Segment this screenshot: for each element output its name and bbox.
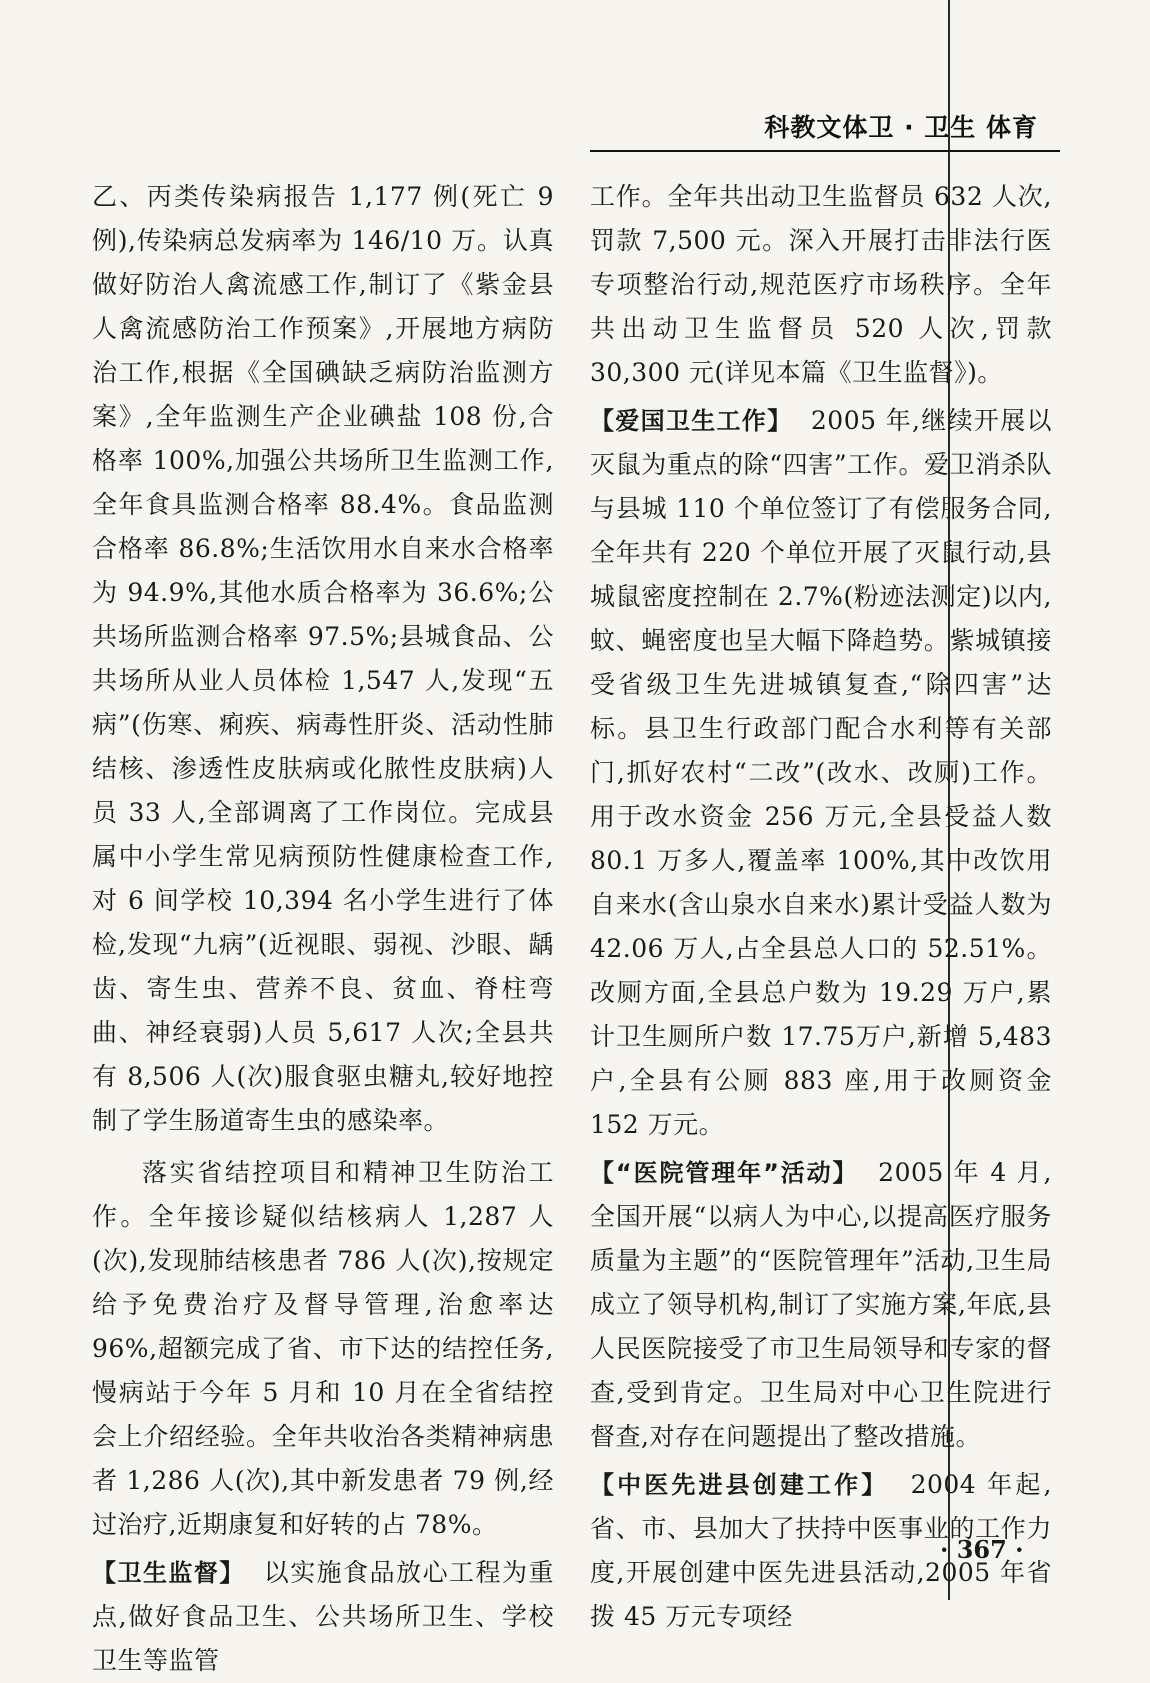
paragraph: 落实省结控项目和精神卫生防治工作。全年接诊疑似结核病人 1,287 人(次),发现肺结核患者 786 人(次),按规定给予免费治疗及督导管理,治愈率达 96%,超额完成了省、市下达的结控任务,慢病站于今年 5 月和 10 月在全省结控会上介绍经验。全年共收治各类精神病患者 1,286 人(次),其中新发患者 79 例,经过治疗,近期康复和好转的占 78%。 [92, 1158, 554, 1539]
section-heading: 【卫生监督】 [92, 1559, 245, 1587]
section-heading: 【“医院管理年”活动】 [590, 1159, 859, 1187]
paragraph: 乙、丙类传染病报告 1,177 例(死亡 9 例),传染病总发病率为 146/10 万。认真做好防治人禽流感工作,制订了《紫金县人禽流感防治工作预案》,开展地方病防治工作,根据《全国碘缺乏病防治监测方案》,全年监测生产企业碘盐 108 份,合格率 100%,加强公共场所卫生监测工作,全年食具监测合格率 88.4%。食品监测合格率 86.8%;生活饮用水自来水合格率为 94.9%,其他水质合格率为 36.6%;公共场所监测合格率 97.5%;县城食品、公共场所从业人员体检 1,547 人,发现“五病”(伤寒、痢疾、病毒性肝炎、活动性肺结核、渗透性皮肤病或化脓性皮肤病)人员 33 人,全部调离了工作岗位。完成县属中小学生常见病预防性健康检查工作,对 6 间学校 10,394 名小学生进行了体检,发现“九病”(近视眼、弱视、沙眼、龋齿、寄生虫、营养不良、贫血、脊柱弯曲、神经衰弱)人员 5,617 人次;全县共有 8,506 人(次)服食驱虫糖丸,较好地控制了学生肠道寄生虫的感染率。 [92, 182, 554, 1135]
section-hospital-management-year [590, 1151, 1052, 1459]
section-text: 2005 年,继续开展以灭鼠为重点的除“四害”工作。爱卫消杀队与县城 110 个单位签订了有偿服务合同,全年共有 220 个单位开展了灭鼠行动,县城鼠密度控制在 2.7%(粉迹法测定)以内,蚊、蝇密度也呈大幅下降趋势。紫城镇接受省级卫生先进城镇复查,“除四害”达标。县卫生行政部门配合水利等有关部门,抓好农村“二改”(改水、改厕)工作。用于改水资金 256 万元,全县受益人数 80.1 万多人,覆盖率 100%,其中改饮用自来水(含山泉水自来水)累计受益人数为 42.06 万人,占全县总人口的 52.51%。改厕方面,全县总户数为 19.29 万户,累计卫生厕所户数 17.75万户,新增 5,483 户,全县有公厕 883 座,用于改厕资金 152 万元。 [590, 406, 1052, 1139]
section-text: 2005 年 4 月,全国开展“以病人为中心,以提高医疗服务质量为主题”的“医院管理年”活动,卫生局成立了领导机构,制订了实施方案,年底,县人民医院接受了市卫生局领导和专家的督查,受到肯定。卫生局对中心卫生院进行督查,对存在问题提出了整改措施。 [590, 1158, 1052, 1451]
page-number: · 367 · [940, 1535, 1024, 1564]
section-text: 以实施食品放心工程为重点,做好食品卫生、公共场所卫生、学校卫生等监管 [92, 1558, 554, 1675]
right-column [590, 175, 1052, 1639]
section-text: 2004 年起,省、市、县加大了扶持中医事业的工作力度,开展创建中医先进县活动,2005 年省拨 45 万元专项经 [590, 1470, 1052, 1631]
section-patriotic-health [590, 399, 1052, 1147]
paragraph: 工作。全年共出动卫生监督员 632 人次,罚款 7,500 元。深入开展打击非法行医专项整治行动,规范医疗市场秩序。全年共出动卫生监督员 520 人次,罚款 30,300 元(详见本篇《卫生监督》)。 [590, 182, 1052, 387]
left-column [92, 175, 554, 1683]
running-header: 科教文体卫 · 卫生 体育 [764, 113, 1038, 142]
section-heading: 【中医先进县创建工作】 [590, 1471, 889, 1499]
header-rule [590, 150, 1060, 152]
section-heading: 【爱国卫生工作】 [590, 407, 793, 435]
section-health-supervision [92, 1551, 554, 1683]
